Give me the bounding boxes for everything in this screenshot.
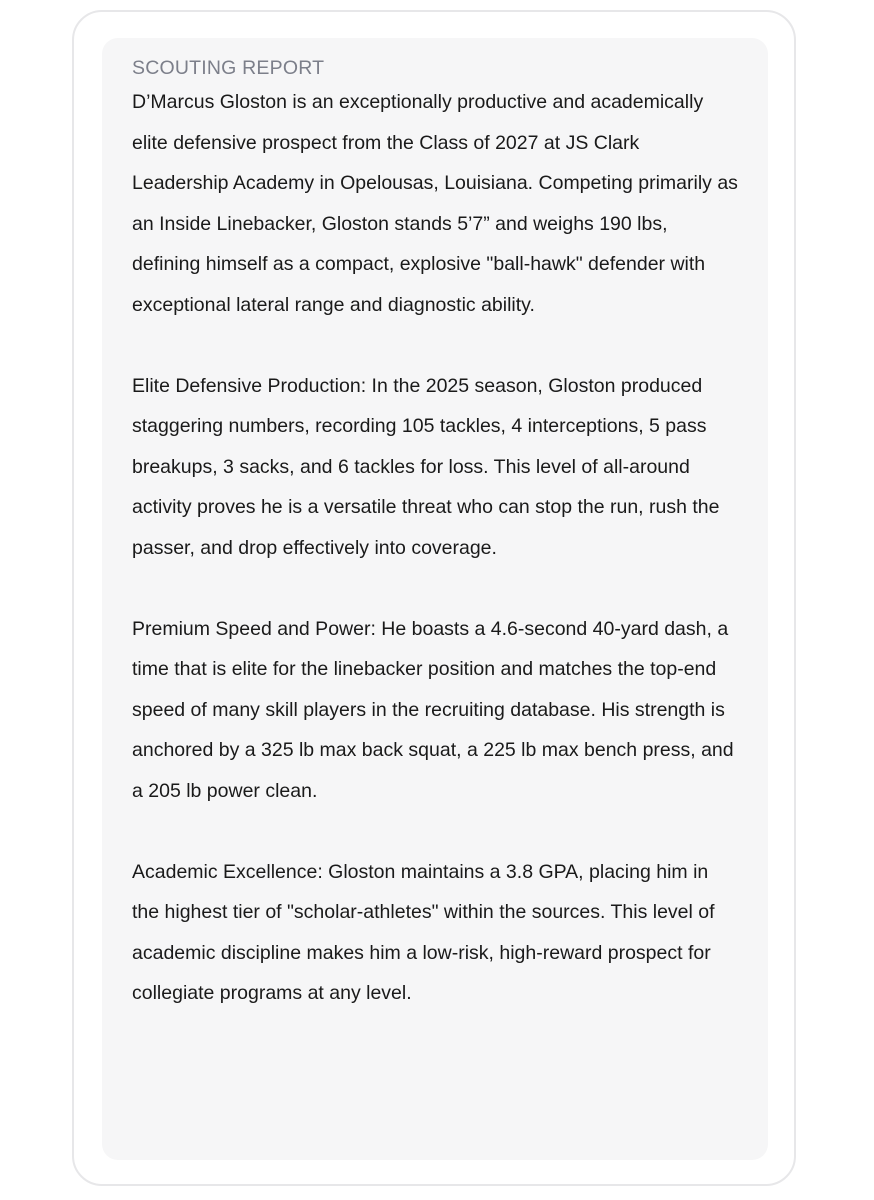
scouting-report-panel [102,38,768,1160]
paragraph-spacer [132,568,738,609]
section-heading: SCOUTING REPORT [132,57,325,79]
report-paragraph-academics: Academic Excellence: Gloston maintains a 3.8 GPA, placing him in the highest tier of "scholar-athletes" within the sources. This level of academic discipline makes him a low-risk, high-reward prospect for collegiate programs at any level. [132,860,715,1004]
paragraph-spacer [132,811,738,852]
report-paragraph-intro: D’Marcus Gloston is an exceptionally productive and academically elite defensive prospect from the Class of 2027 at JS Clark Leadership Academy in Opelousas, Louisiana. Competing primarily as an Inside Linebacker, Gloston stands 5’7” and weighs 190 lbs, defining himself as a compact, explosive "ball-hawk" defender with exceptional lateral range and diagnostic ability. [132,91,738,316]
report-paragraph-production: Elite Defensive Production: In the 2025 season, Gloston produced staggering numbers, recording 105 tackles, 4 interceptions, 5 pass breakups, 3 sacks, and 6 tackles for loss. This level of all-around activity proves he is a versatile threat who can stop the run, rush the passer, and drop effectively into coverage. [132,374,720,559]
report-paragraph-speed-power: Premium Speed and Power: He boasts a 4.6-second 40-yard dash, a time that is elite for the linebacker position and matches the top-end speed of many skill players in the recruiting database. His strength is anchored by a 325 lb max back squat, a 225 lb max bench press, and a 205 lb power clean. [132,617,734,802]
paragraph-spacer [132,325,738,366]
